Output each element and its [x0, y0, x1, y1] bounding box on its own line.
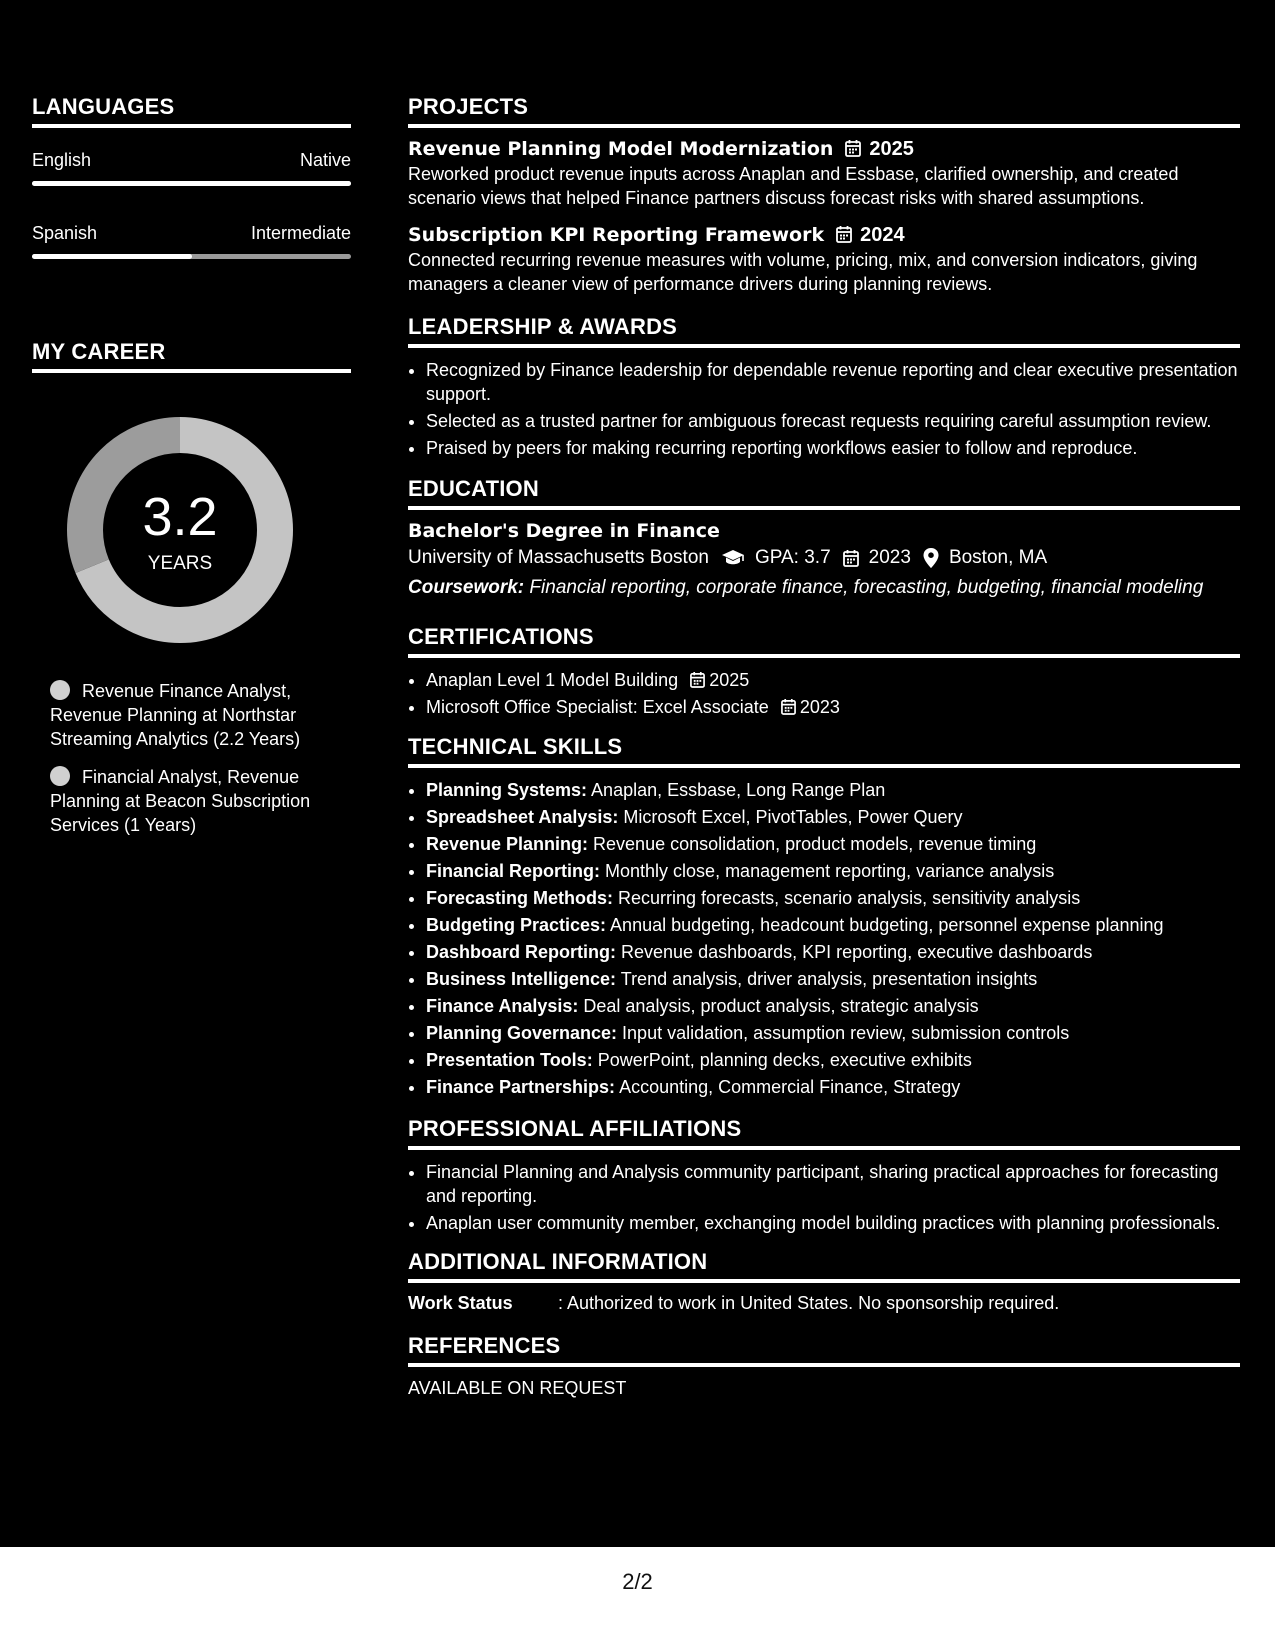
- skill-values: Recurring forecasts, scenario analysis, sensitivity analysis: [613, 888, 1081, 908]
- skill-item: [426, 1048, 1240, 1073]
- list-item: • Microsoft Office Specialist: Excel Associate 2023: [426, 695, 1240, 720]
- list-item: • Selected as a trusted partner for ambiguous forecast requests requiring careful assumption review.: [426, 409, 1240, 433]
- main-column: [408, 92, 1240, 1400]
- calendar-icon: [690, 671, 705, 688]
- calendar-icon: [836, 225, 852, 243]
- education-section: [408, 474, 1240, 600]
- projects-title: PROJECTS: [408, 94, 529, 119]
- bullet-dot-icon: [50, 680, 70, 700]
- leadership-list: [408, 358, 1240, 460]
- skill-values: PowerPoint, planning decks, executive exhibits: [592, 1050, 972, 1070]
- list-item: • Praised by peers for making recurring reporting workflows easier to follow and reproduce.: [426, 436, 1240, 460]
- skill-item: [426, 886, 1240, 911]
- project-title: Subscription KPI Reporting Framework 2024: [408, 224, 905, 246]
- language-item-english: [32, 148, 351, 186]
- skill-values: Input validation, assumption review, submission controls: [617, 1023, 1070, 1043]
- career-years-value: 3.2: [142, 487, 218, 547]
- section-rule: [408, 1363, 1240, 1367]
- project-year: 2024: [860, 224, 905, 246]
- skill-item: [426, 940, 1240, 965]
- leadership-section: [408, 312, 1240, 460]
- skill-values: Revenue dashboards, KPI reporting, executive dashboards: [616, 942, 1093, 962]
- skill-item: [426, 913, 1240, 938]
- project-year: 2025: [869, 138, 914, 160]
- skill-category: Planning Systems:: [426, 780, 588, 800]
- school-location: Boston, MA: [948, 547, 1048, 568]
- language-item-spanish: [32, 221, 351, 259]
- bullet-dot-icon: [50, 766, 70, 786]
- section-rule: [408, 344, 1240, 348]
- affiliations-title: PROFESSIONAL AFFILIATIONS: [408, 1116, 742, 1141]
- skill-category: Financial Reporting:: [426, 861, 601, 881]
- language-level: Intermediate: [250, 223, 351, 243]
- skill-category: Business Intelligence:: [426, 969, 617, 989]
- career-list: [50, 679, 340, 837]
- skill-item: [426, 859, 1240, 884]
- graduation-cap-icon: [721, 549, 745, 567]
- references-text: AVAILABLE ON REQUEST: [408, 1378, 627, 1398]
- additional-section: [408, 1247, 1240, 1315]
- skill-item: [426, 805, 1240, 830]
- language-bar: [32, 181, 351, 186]
- work-status-value: : Authorized to work in United States. No sponsorship required.: [558, 1293, 1060, 1313]
- language-bar: [32, 254, 351, 259]
- calendar-icon: [843, 549, 859, 567]
- skill-item: [426, 994, 1240, 1019]
- coursework: Coursework: Financial reporting, corporate finance, forecasting, budgeting, financial modeling: [408, 577, 1204, 598]
- skill-category: Dashboard Reporting:: [426, 942, 617, 962]
- skill-values: Deal analysis, product analysis, strategic analysis: [578, 996, 979, 1016]
- page-number: 2/2: [622, 1569, 653, 1594]
- section-rule: [408, 1146, 1240, 1150]
- skills-list: [408, 778, 1240, 1100]
- affiliations-section: [408, 1114, 1240, 1235]
- graduation-year: 2023: [868, 547, 911, 568]
- skill-values: Revenue consolidation, product models, revenue timing: [588, 834, 1037, 854]
- skill-values: Annual budgeting, headcount budgeting, personnel expense planning: [606, 915, 1164, 935]
- calendar-icon: [781, 698, 796, 715]
- certifications-section: [408, 622, 1240, 720]
- skill-category: Planning Governance:: [426, 1023, 618, 1043]
- projects-section: [408, 92, 1240, 296]
- calendar-icon: [845, 139, 861, 157]
- skill-category: Budgeting Practices:: [426, 915, 607, 935]
- section-rule: [408, 506, 1240, 510]
- skill-category: Finance Partnerships:: [426, 1077, 616, 1097]
- page-footer: [0, 1547, 1275, 1650]
- section-rule: [408, 654, 1240, 658]
- additional-title: ADDITIONAL INFORMATION: [408, 1249, 708, 1274]
- skill-values: Accounting, Commercial Finance, Strategy: [615, 1077, 961, 1097]
- skill-item: [426, 778, 1240, 803]
- career-section: [32, 337, 351, 837]
- work-status-row: [408, 1291, 1240, 1315]
- section-rule: [408, 1279, 1240, 1283]
- list-item: • Anaplan Level 1 Model Building 2025: [426, 668, 1240, 693]
- section-rule: [408, 764, 1240, 768]
- languages-title: LANGUAGES: [32, 94, 175, 119]
- list-item: • Financial Planning and Analysis community participant, sharing practical approaches for forecasting and reporting.: [426, 1160, 1240, 1208]
- skill-item: [426, 1021, 1240, 1046]
- project-description: Connected recurring revenue measures with volume, pricing, mix, and conversion indicators, giving managers a cleaner view of performance drivers during planning reviews.: [408, 250, 1198, 294]
- education-title: EDUCATION: [408, 476, 539, 501]
- section-rule: [32, 124, 351, 128]
- skill-values: Anaplan, Essbase, Long Range Plan: [587, 780, 886, 800]
- location-pin-icon: [923, 548, 939, 568]
- section-rule: [32, 369, 351, 373]
- career-title: MY CAREER: [32, 339, 166, 364]
- career-years-unit: YEARS: [147, 553, 213, 574]
- certifications-list: [408, 668, 1240, 720]
- skill-item: [426, 967, 1240, 992]
- skills-title: TECHNICAL SKILLS: [408, 734, 623, 759]
- skill-category: Presentation Tools:: [426, 1050, 593, 1070]
- gpa: GPA: 3.7: [754, 547, 831, 568]
- references-title: REFERENCES: [408, 1333, 561, 1358]
- certifications-title: CERTIFICATIONS: [408, 624, 594, 649]
- list-item: Financial Analyst, Revenue Planning at Beacon Subscription Services (1 Years): [50, 767, 311, 835]
- skill-item: [426, 1075, 1240, 1100]
- degree-title: Bachelor's Degree in Finance: [408, 520, 720, 542]
- skill-category: Revenue Planning:: [426, 834, 589, 854]
- skill-category: Finance Analysis:: [426, 996, 579, 1016]
- sidebar: [32, 92, 351, 851]
- skill-item: [426, 832, 1240, 857]
- skill-values: Trend analysis, driver analysis, presentation insights: [616, 969, 1038, 989]
- language-bar-fill: [32, 254, 192, 259]
- affiliations-list: [408, 1160, 1240, 1235]
- skill-category: Spreadsheet Analysis:: [426, 807, 619, 827]
- career-donut: [67, 417, 293, 643]
- skills-section: [408, 732, 1240, 1100]
- skill-values: Microsoft Excel, PivotTables, Power Query: [618, 807, 963, 827]
- education-details: [408, 544, 1240, 572]
- list-item: Revenue Finance Analyst, Revenue Planning at Northstar Streaming Analytics (2.2 Years): [50, 681, 301, 749]
- skill-values: Monthly close, management reporting, variance analysis: [600, 861, 1055, 881]
- project-title: Revenue Planning Model Modernization 2025: [408, 138, 914, 160]
- language-name: English: [32, 150, 92, 170]
- leadership-title: LEADERSHIP & AWARDS: [408, 314, 678, 339]
- references-section: [408, 1331, 1240, 1400]
- list-item: • Anaplan user community member, exchanging model building practices with planning professionals.: [426, 1211, 1240, 1235]
- section-rule: [408, 124, 1240, 128]
- skill-category: Forecasting Methods:: [426, 888, 614, 908]
- work-status-label: Work Status: [408, 1293, 513, 1313]
- language-bar-fill: [32, 181, 351, 186]
- language-name: Spanish: [32, 223, 98, 243]
- list-item: • Recognized by Finance leadership for dependable revenue reporting and clear executive presentation support.: [426, 358, 1240, 406]
- school-name: University of Massachusetts Boston: [408, 547, 709, 568]
- language-level: Native: [299, 150, 351, 170]
- project-description: Reworked product revenue inputs across Anaplan and Essbase, clarified ownership, and created scenario views that helped Finance partners discuss forecast risks with shared assumptions.: [408, 164, 1179, 208]
